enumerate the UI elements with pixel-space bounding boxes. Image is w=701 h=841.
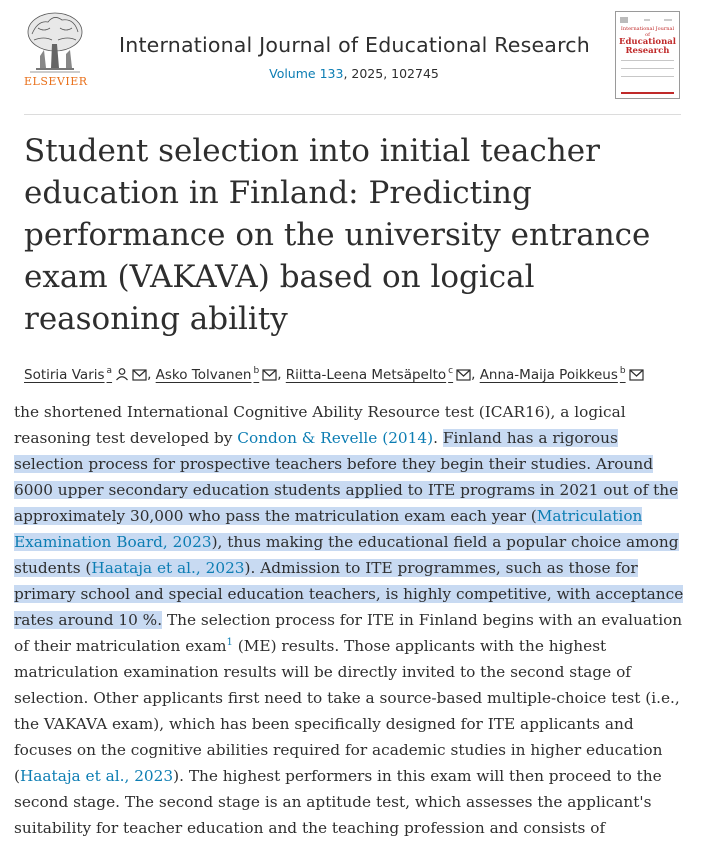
body-text: the shortened International Cognitive Ability Resource test (ICAR16), a logical reasoning test developed by bbox=[14, 403, 626, 447]
cover-title-line: Educational bbox=[618, 37, 677, 47]
email-icon[interactable] bbox=[132, 369, 147, 381]
journal-meta bbox=[119, 66, 589, 81]
body-text: ). The highest performers in this exam will then proceed to the second stage. The second stage is an aptitude test, which assesses the applicant's suitability for teacher education and the teaching profession and consists of bbox=[14, 767, 662, 837]
affiliation-marker: b bbox=[619, 366, 626, 376]
citation-link[interactable]: Matriculation Examination Board, 2023 bbox=[14, 507, 643, 551]
body-text: (ME) results. Those applicants with the highest matriculation examination results will be directly invited to the second stage of selection. Other applicants first need to take a source-based multiple-choice test (i.e., the VAKAVA exam), which has been specifically designed for ITE applicants and focuses on the cognitive abilities required for academic studies in higher education ( bbox=[14, 637, 680, 785]
affiliation-marker: b bbox=[253, 366, 260, 376]
body-text: ). Admission to ITE programmes, such as those for primary school and special education teachers, is highly competitive, with acceptance rates around 10 %. bbox=[14, 559, 684, 629]
cover-header-icon bbox=[620, 16, 675, 24]
author-list bbox=[24, 361, 684, 385]
cover-title bbox=[618, 26, 677, 56]
journal-cover-thumbnail[interactable] bbox=[615, 11, 680, 99]
volume-link[interactable]: Volume 133 bbox=[269, 66, 344, 81]
article-title: Student selection into initial teacher education in Finland: Predicting performance on the university entrance exam (VAKAVA) based on logical reasoning ability bbox=[24, 133, 651, 337]
author-link[interactable] bbox=[286, 367, 471, 383]
email-icon[interactable] bbox=[456, 369, 471, 381]
elsevier-tree-logo-icon[interactable] bbox=[24, 10, 86, 78]
affiliation-marker: a bbox=[106, 366, 113, 376]
header-divider bbox=[24, 114, 681, 115]
body-text: . bbox=[433, 429, 443, 447]
affiliation-marker: c bbox=[448, 366, 454, 376]
email-icon[interactable] bbox=[262, 369, 277, 381]
selected-text[interactable] bbox=[14, 429, 683, 629]
email-icon[interactable] bbox=[629, 369, 644, 381]
cover-title-line: Research bbox=[625, 46, 670, 56]
author-separator: , bbox=[471, 366, 476, 383]
volume-details: , 2025, 102745 bbox=[343, 66, 439, 81]
cover-bar bbox=[621, 92, 674, 94]
journal-header bbox=[24, 10, 681, 100]
publisher-name[interactable]: ELSEVIER bbox=[24, 75, 88, 88]
author-separator: , bbox=[147, 366, 152, 383]
body-text: Finland has a rigorous selection process for prospective teachers before they begin their studies. Around 6000 upper secondary education students applied to ITE programs in 2021 out of the approximately 30,000 who pass the matriculation exam each year ( bbox=[14, 429, 679, 525]
citation-link[interactable]: Haataja et al., 2023 bbox=[19, 767, 174, 785]
cover-rule bbox=[621, 60, 674, 61]
person-icon[interactable] bbox=[115, 367, 129, 381]
author-link[interactable] bbox=[156, 367, 278, 383]
author-name: Riitta-Leena Metsäpelto bbox=[285, 366, 447, 383]
body-text: ), thus making the educational field a popular choice among students ( bbox=[14, 533, 679, 577]
citation-link[interactable]: Condon & Revelle (2014) bbox=[237, 429, 434, 447]
cover-rule bbox=[621, 76, 674, 77]
journal-title[interactable]: International Journal of Educational Research bbox=[119, 33, 590, 57]
citation-link[interactable]: Haataja et al., 2023 bbox=[91, 559, 245, 577]
article-body-paragraph bbox=[14, 399, 686, 841]
footnote-link[interactable]: 1 bbox=[226, 636, 233, 648]
body-text: The selection process for ITE in Finland begins with an evaluation of their matriculation exam bbox=[14, 611, 683, 655]
author-link[interactable] bbox=[480, 367, 644, 383]
author-name: Asko Tolvanen bbox=[155, 366, 252, 383]
author-separator: , bbox=[277, 366, 282, 383]
cover-rule bbox=[621, 68, 674, 69]
cover-title-line: International Journal of bbox=[620, 26, 675, 38]
author-link[interactable] bbox=[24, 367, 147, 383]
author-name: Sotiria Varis bbox=[24, 366, 105, 383]
author-name: Anna-Maija Poikkeus bbox=[479, 366, 618, 383]
